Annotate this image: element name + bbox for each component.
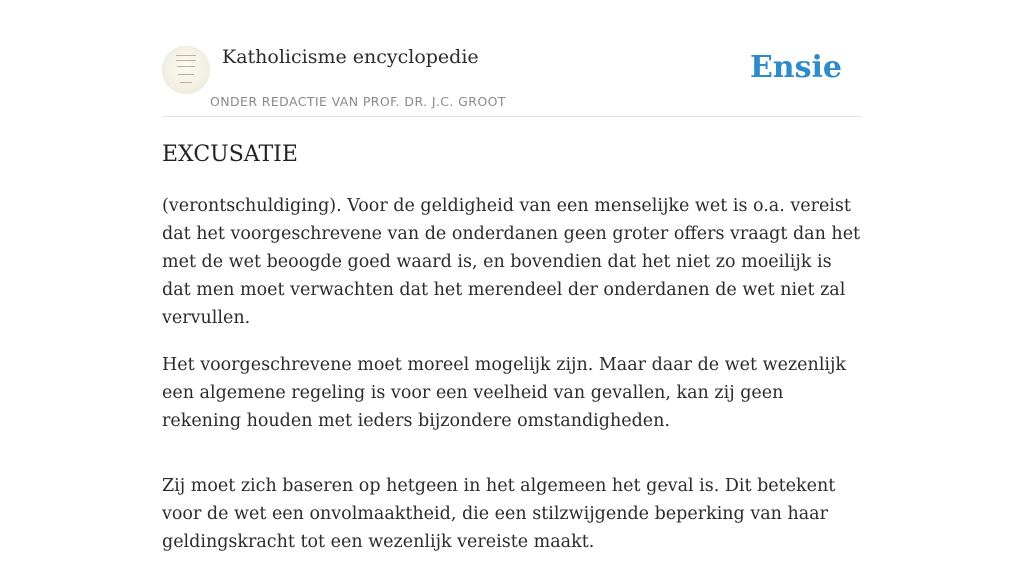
cover-text-line (176, 55, 196, 56)
article-title: EXCUSATIE (162, 142, 298, 167)
cover-text-line (176, 60, 196, 61)
site-subtitle: ONDER REDACTIE VAN PROF. DR. J.C. GROOT (210, 94, 506, 109)
cover-text-line (177, 66, 195, 67)
article-paragraph: Zij moet zich baseren op hetgeen in het algemeen het geval is. Dit betekent voor de wet een onvolmaaktheid, die een stilzwijgende beperking van haar geldingskracht tot een wezenlijk vereiste maakt. (162, 476, 836, 552)
brand-logo-link[interactable]: Ensie (749, 50, 842, 85)
book-cover-thumbnail[interactable] (162, 46, 210, 94)
site-header (162, 44, 862, 117)
cover-text-line (180, 82, 192, 83)
article-paragraph: (verontschuldiging). Voor de geldigheid van een menselijke wet is o.a. vereist dat het voorgeschrevene van de onderdanen geen groter offers vraagt dan het met de wet beoogde goed waard is, en bovendien dat het niet zo moeilijk is dat men moet verwachten dat het merendeel der onderdanen de wet niet zal vervullen. (162, 196, 861, 328)
cover-text-line (178, 74, 194, 75)
article-paragraph: Het voorgeschrevene moet moreel mogelijk zijn. Maar daar de wet wezenlijk een algemene regeling is voor een veelheid van gevallen, kan zij geen rekening houden met ieders bijzondere omstandigheden. (162, 355, 847, 431)
site-title-link[interactable]: Katholicisme encyclopedie (222, 46, 479, 68)
article (162, 138, 862, 575)
